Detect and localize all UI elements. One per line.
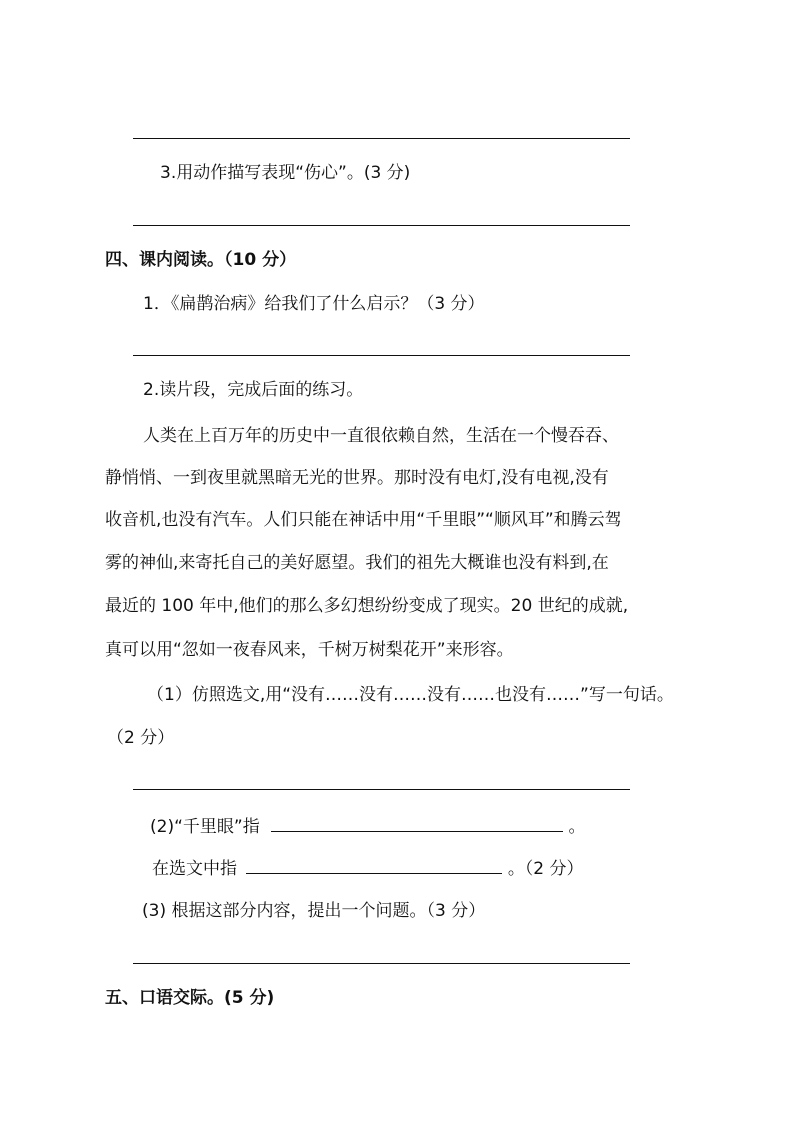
passage-line-5: 最近的 100 年中,他们的那么多幻想纷纷变成了现实。20 世纪的成就,: [105, 596, 629, 616]
sub-question-3: (3) 根据这部分内容，提出一个问题。（3 分）: [142, 901, 486, 921]
sub-question-1-line-2: （2 分）: [107, 728, 175, 748]
passage-line-3: 收音机,也没有汽车。人们只能在神话中用“千里眼”“顺风耳”和腾云驾: [105, 510, 622, 530]
passage-line-1: 人类在上百万年的历史中一直很依赖自然，生活在一个慢吞吞、: [143, 426, 619, 446]
fill-blank-2b[interactable]: [246, 855, 502, 874]
question-3-3: 3.用动作描写表现“伤心”。(3 分): [160, 163, 411, 183]
section-4-title: 四、课内阅读。（10 分）: [105, 250, 297, 270]
sub-question-1-line-1: （1）仿照选文,用“没有……没有……没有……也没有……”写一句话。: [147, 685, 674, 705]
sub-question-2b-suffix: 。（2 分）: [507, 859, 584, 879]
section-5-title: 五、口语交际。(5 分): [105, 988, 275, 1008]
passage-line-6: 真可以用“忽如一夜春风来，千树万树梨花开”来形容。: [105, 640, 514, 660]
passage-line-4: 雾的神仙,来寄托自己的美好愿望。我们的祖先大概谁也没有料到,在: [105, 553, 609, 573]
answer-line-sub1: [133, 789, 630, 790]
sub-question-2b: [152, 855, 584, 881]
sub-question-2b-prefix: 在选文中指: [152, 859, 237, 879]
sub-question-2a-prefix: (2)“千里眼”指: [150, 817, 260, 837]
passage-line-2: 静悄悄、一到夜里就黑暗无光的世界。那时没有电灯,没有电视,没有: [105, 468, 609, 488]
answer-line-top: [133, 138, 630, 139]
fill-blank-2a[interactable]: [271, 813, 563, 832]
sub-question-2a: [150, 813, 586, 839]
section-4-q1: 1．《扁鹊治病》给我们了什么启示？（3 分）: [143, 294, 485, 314]
answer-line-q3-3: [133, 225, 630, 226]
answer-line-sub3: [133, 963, 630, 964]
answer-line-q1: [133, 355, 630, 356]
sub-question-2a-suffix: 。: [568, 817, 586, 837]
section-4-q2-intro: 2.读片段，完成后面的练习。: [143, 380, 364, 400]
